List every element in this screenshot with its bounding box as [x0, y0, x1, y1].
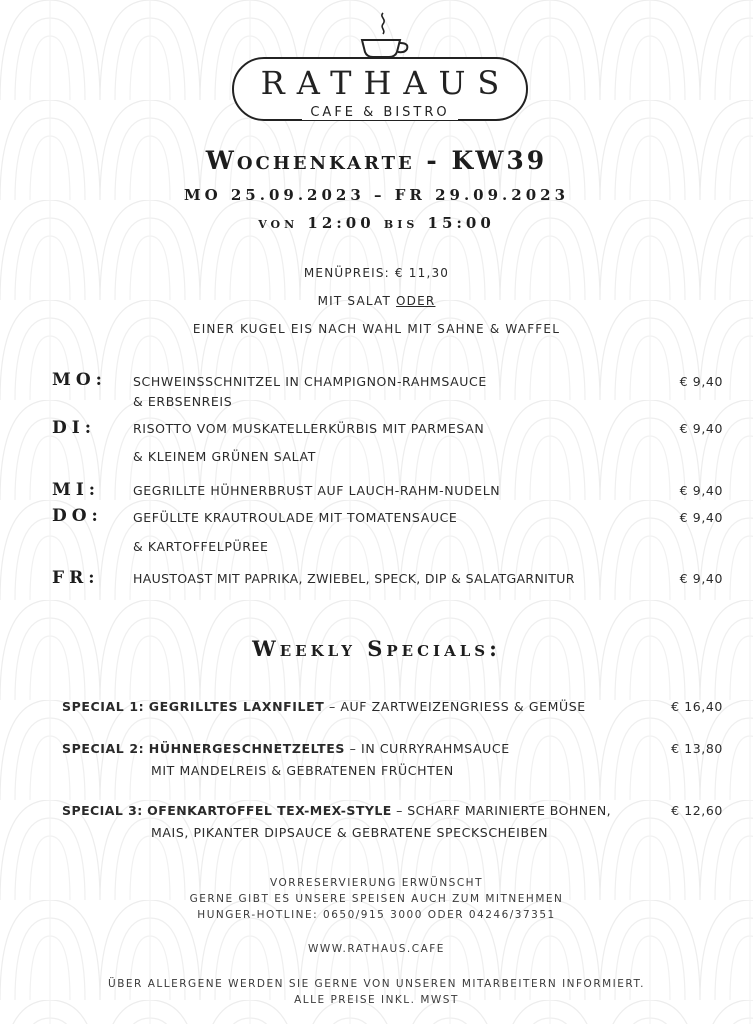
- logo-subtitle: CAFE & BISTRO: [232, 105, 528, 120]
- footer-hotline: HUNGER-HOTLINE: 0650/915 3000 ODER 04246/37351: [197, 909, 556, 921]
- special-3: SPECIAL 3: OFENKARTOFFEL TEX-MEX-STYLE – SCHARF MARINIERTE BOHNEN,: [62, 803, 612, 818]
- special-2-line2: MIT MANDELREIS & GEBRATENEN FRÜCHTEN: [151, 763, 454, 778]
- footer-reservation: VORRESERVIERUNG ERWÜNSCHT: [270, 877, 483, 889]
- special-2-price: € 13,80: [671, 741, 723, 756]
- price-fr: € 9,40: [679, 571, 723, 586]
- price-di: € 9,40: [679, 421, 723, 436]
- footer-takeaway: GERNE GIBT ES UNSERE SPEISEN AUCH ZUM MITNEHMEN: [189, 893, 564, 905]
- special-2: SPECIAL 2: HÜHNERGESCHNETZELTES – IN CURRYRAHMSAUCE: [62, 741, 510, 756]
- footer-allergens: ÜBER ALLERGENE WERDEN SIE GERNE VON UNSEREN MITARBEITERN INFORMIERT.: [108, 978, 645, 990]
- dish-di-line2: & KLEINEM GRÜNEN SALAT: [133, 449, 316, 464]
- price-mo: € 9,40: [679, 374, 723, 389]
- dish-di: RISOTTO VOM MUSKATELLERKÜRBIS MIT PARMESAN: [133, 421, 485, 436]
- menu-price: MENÜPREIS: € 11,30: [303, 266, 450, 280]
- menu-price-dessert: EINER KUGEL EIS NACH WAHL MIT SAHNE & WAFFEL: [192, 322, 561, 336]
- special-3-price: € 12,60: [671, 803, 723, 818]
- specials-title: Weekly Specials:: [252, 636, 501, 661]
- dish-mi: GEGRILLTE HÜHNERBRUST AUF LAUCH-RAHM-NUDELN: [133, 483, 501, 498]
- dish-do: GEFÜLLTE KRAUTROULADE MIT TOMATENSAUCE: [133, 510, 458, 525]
- page-title: Wochenkarte - KW39: [205, 146, 548, 175]
- footer-vat: ALLE PREISE INKL. MWST: [294, 994, 459, 1006]
- special-1-price: € 16,40: [671, 699, 723, 714]
- coffee-cup-icon: [355, 10, 415, 62]
- price-do: € 9,40: [679, 510, 723, 525]
- dish-mo-line2: & ERBSENREIS: [133, 394, 233, 409]
- day-label-mo: MO:: [52, 370, 107, 390]
- price-mi: € 9,40: [679, 483, 723, 498]
- special-3-line2: MAIS, PIKANTER DIPSAUCE & GEBRATENE SPECKSCHEIBEN: [151, 825, 549, 840]
- date-range: MO 25.09.2023 – FR 29.09.2023: [183, 186, 570, 204]
- footer-website: WWW.RATHAUS.CAFE: [308, 943, 445, 955]
- day-label-fr: FR:: [52, 568, 100, 588]
- menu-price-option: MIT SALAT ODER: [317, 294, 436, 308]
- day-label-do: DO:: [52, 506, 103, 526]
- dish-do-line2: & KARTOFFELPÜREE: [133, 539, 269, 554]
- dish-mo: SCHWEINSSCHNITZEL IN CHAMPIGNON-RAHMSAUCE: [133, 374, 487, 389]
- special-1: SPECIAL 1: GEGRILLTES LAXNFILET – AUF ZARTWEIZENGRIESS & GEMÜSE: [62, 699, 586, 714]
- opening-hours: von 12:00 bis 15:00: [258, 214, 495, 232]
- day-label-mi: MI:: [52, 480, 101, 500]
- logo-name: RATHAUS: [260, 64, 512, 102]
- day-label-di: DI:: [52, 418, 96, 438]
- dish-fr: HAUSTOAST MIT PAPRIKA, ZWIEBEL, SPECK, DIP & SALATGARNITUR: [133, 571, 575, 586]
